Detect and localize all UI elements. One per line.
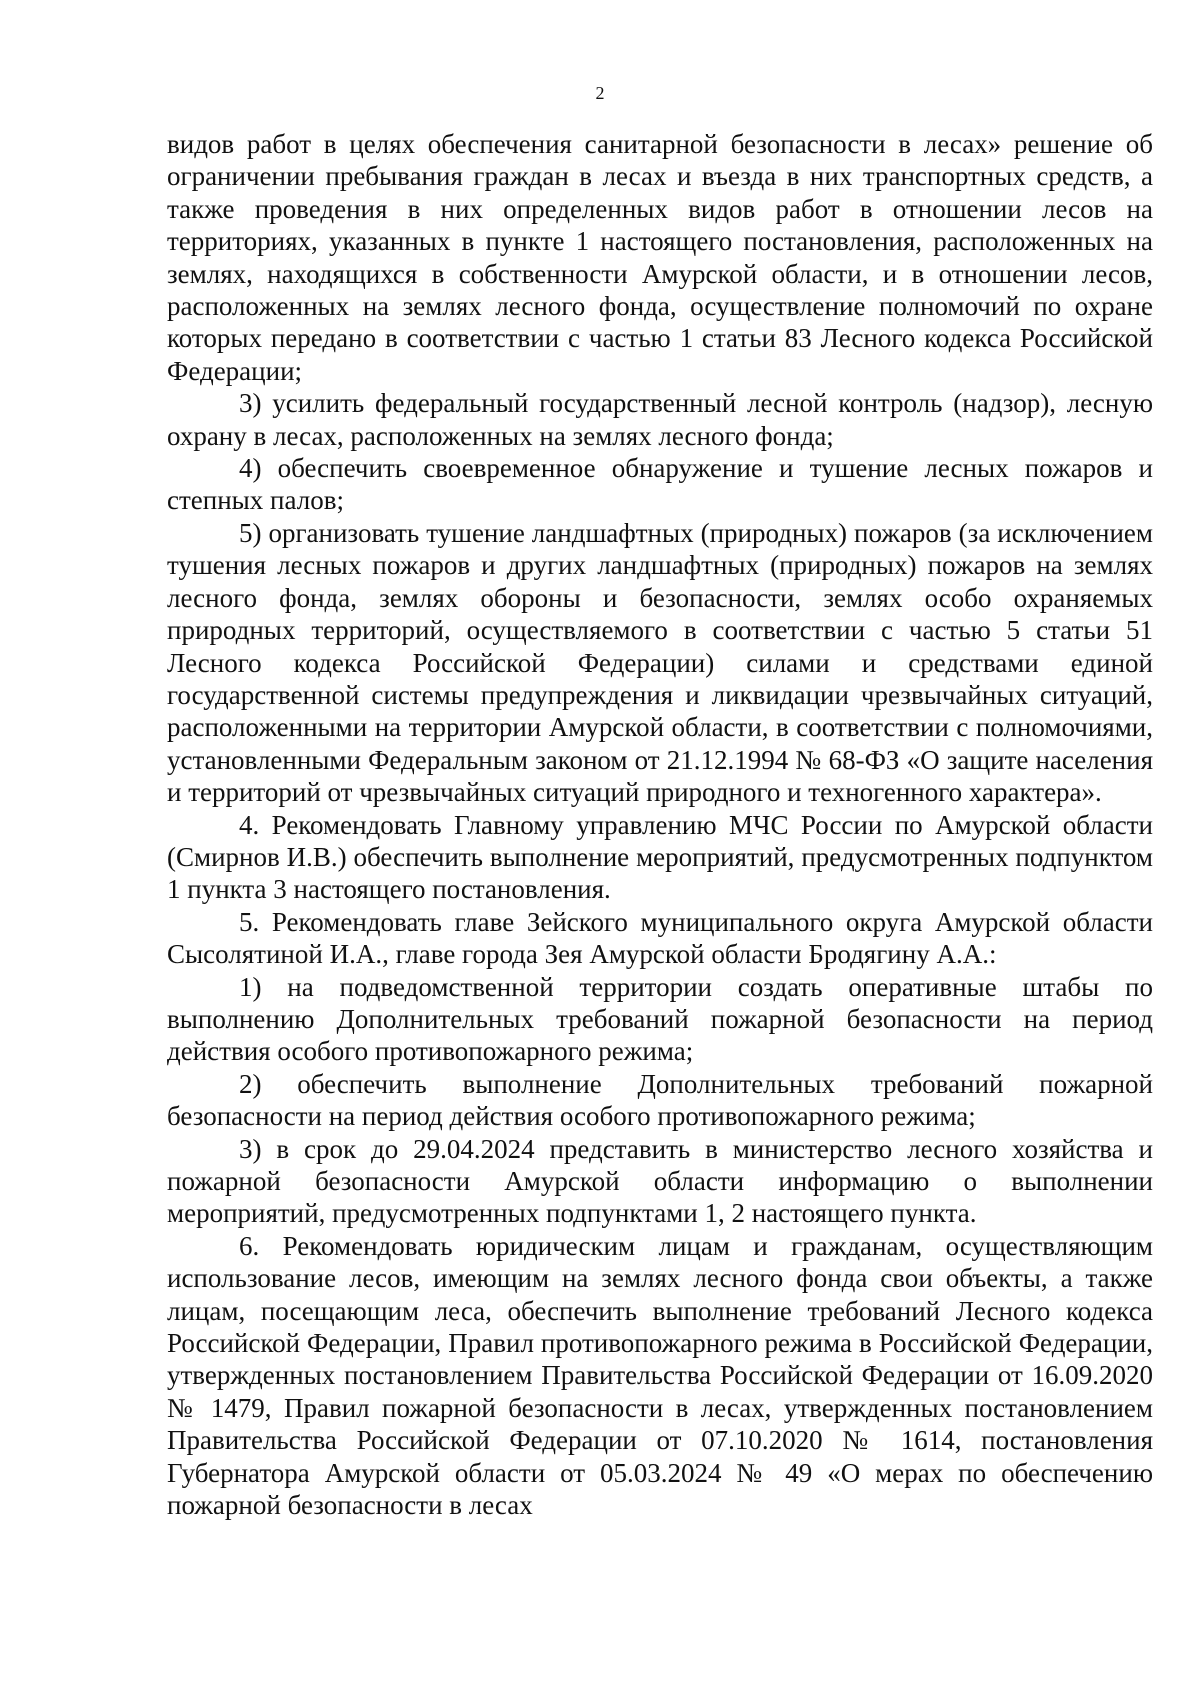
paragraph-item-3-5: 5) организовать тушение ландшафтных (природных) пожаров (за исключением тушения лесных пожаров и других ландшафтных (природных) пожаров на землях лесного фонда, землях обороны и безопасности, землях особо охраняемых природных территорий, осуществляемого в соответствии с частью 5 статьи 51 Лесного кодекса Российской Федерации) силами и средствами единой государственной системы предупреждения и ликвидации чрезвычайных ситуаций, расположенными на территории Амурской области, в соответствии с полномочиями, установленными Федеральным законом от 21.12.1994 № 68-ФЗ «О защите населения и территорий от чрезвычайных ситуаций природного и техногенного характера». xyxy=(167,517,1153,808)
paragraph-point-4: 4. Рекомендовать Главному управлению МЧС России по Амурской области (Смирнов И.В.) обеспечить выполнение мероприятий, предусмотренных подпунктом 1 пункта 3 настоящего постановления. xyxy=(167,809,1153,905)
paragraph-item-5-2: 2) обеспечить выполнение Дополнительных требований пожарной безопасности на период действия особого противопожарного режима; xyxy=(167,1068,1153,1132)
page-number: 2 xyxy=(595,83,605,103)
document-body xyxy=(167,128,1153,1521)
paragraph-point-6: 6. Рекомендовать юридическим лицам и гражданам, осуществляющим использование лесов, имеющим на землях лесного фонда свои объекты, а также лицам, посещающим леса, обеспечить выполнение требований Лесного кодекса Российской Федерации, Правил противопожарного режима в Российской Федерации, утвержденных постановлением Правительства Российской Федерации от 16.09.2020 № 1479, Правил пожарной безопасности в лесах, утвержденных постановлением Правительства Российской Федерации от 07.10.2020 № 1614, постановления Губернатора Амурской области от 05.03.2024 № 49 «О мерах по обеспечению пожарной безопасности в лесах xyxy=(167,1230,1153,1521)
paragraph-item-5-1: 1) на подведомственной территории создать оперативные штабы по выполнению Дополнительных требований пожарной безопасности на период действия особого противопожарного режима; xyxy=(167,971,1153,1067)
paragraph-item-3-4: 4) обеспечить своевременное обнаружение и тушение лесных пожаров и степных палов; xyxy=(167,453,1153,516)
paragraph-point-5: 5. Рекомендовать главе Зейского муниципального округа Амурской области Сысолятиной И.А., главе города Зея Амурской области Бродягину А.А.: xyxy=(167,906,1153,970)
paragraph-item-5-3: 3) в срок до 29.04.2024 представить в министерство лесного хозяйства и пожарной безопасности Амурской области информацию о выполнении мероприятий, предусмотренных подпунктами 1, 2 настоящего пункта. xyxy=(167,1133,1153,1229)
paragraph-continuation: видов работ в целях обеспечения санитарной безопасности в лесах» решение об ограничении пребывания граждан в лесах и въезда в них транспортных средств, а также проведения в них определенных видов работ в отношении лесов на территориях, указанных в пункте 1 настоящего постановления, расположенных на землях, находящихся в собственности Амурской области, и в отношении лесов, расположенных на землях лесного фонда, осуществление полномочий по охране которых передано в соответствии с частью 1 статьи 83 Лесного кодекса Российской Федерации; xyxy=(167,129,1153,386)
paragraph-item-3-3: 3) усилить федеральный государственный лесной контроль (надзор), лесную охрану в лесах, расположенных на землях лесного фонда; xyxy=(167,388,1153,451)
